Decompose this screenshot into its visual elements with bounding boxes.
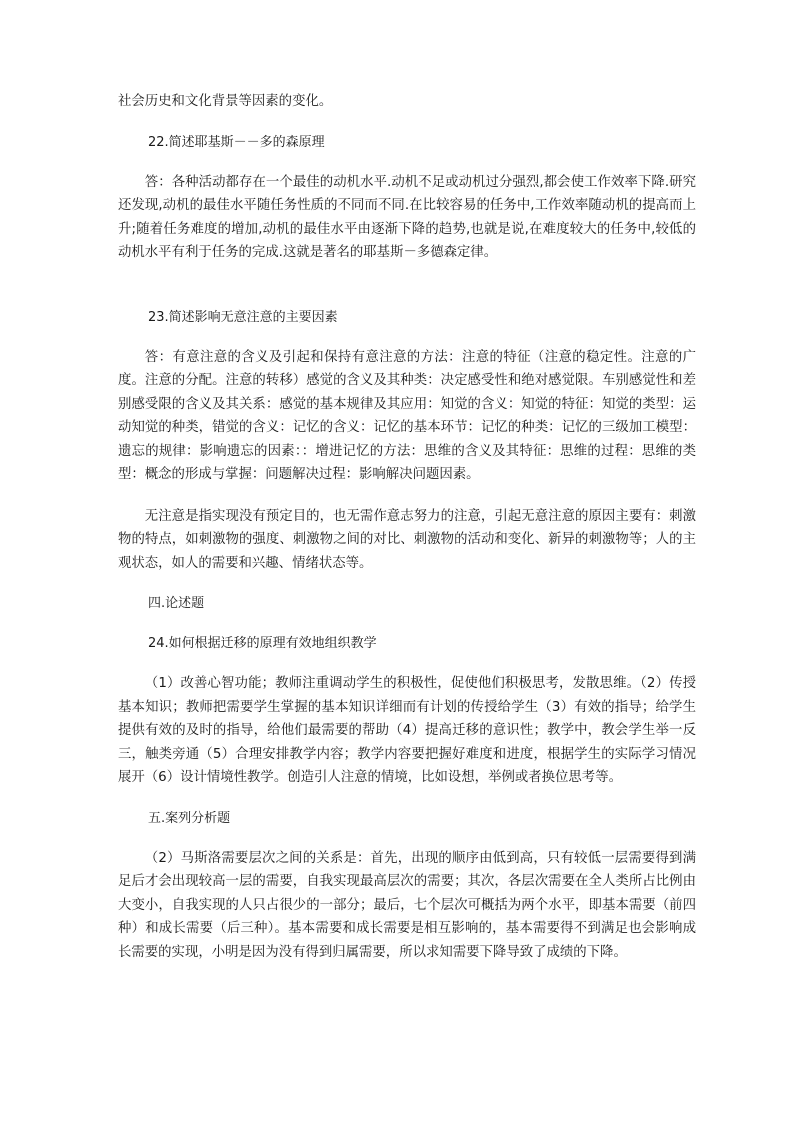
question-24-heading: 24.如何根据迁移的原理有效地组织教学 bbox=[148, 636, 377, 651]
question-23-heading: 23.简述影响无意注意的主要因素 bbox=[148, 309, 338, 325]
answer-25: （2）马斯洛需要层次之间的关系是：首先，出现的顺序由低到高，只有较低一层需要得到满足后才会出现较高一层的需要，自我实现最高层次的需要；其次，各层次需要在全人类所占比例由大变小，自我实现的人只占很少的一部分；最后，七个层次可概括为两个水平，即基本需要（前四种）和成长需要（后三种）。基本需要和成长需要是相互影响的，基本需要得不到满足也会影响成长需要的实现，小明是因为没有得到归属需要，所以求知需要下降导致了成绩的下降。 bbox=[118, 850, 696, 960]
section-4-heading: 四.论述题 bbox=[148, 596, 205, 611]
answer-22: 答：各种活动都存在一个最佳的动机水平.动机不足或动机过分强烈,都会使工作效率下降.研究还发现,动机的最佳水平随任务性质的不同而不同.在比较容易的任务中,工作效率随动机的提高而上升;随着任务难度的增加,动机的最佳水平由逐渐下降的趋势,也就是说,在难度较大的任务中,较低的动机水平有利于任务的完成.这就是著名的耶基斯－多德森定律。 bbox=[118, 174, 696, 260]
answer-23-part-2: 无注意是指实现没有预定目的，也无需作意志努力的注意，引起无意注意的原因主要有：刺激物的特点，如刺激物的强度、刺激物之间的对比、刺激物的活动和变化、新异的刺激物等；人的主观状态，如人的需要和兴趣、情绪状态等。 bbox=[118, 508, 696, 571]
answer-23-part-1: 答：有意注意的含义及引起和保持有意注意的方法：注意的特征（注意的稳定性。注意的广度。注意的分配。注意的转移）感觉的含义及其种类：决定感受性和绝对感觉限。车别感觉性和差别感受限的含义及其关系：感觉的基本规律及其应用：知觉的含义：知觉的特征：知觉的类型：运动知觉的种类，错觉的含义：记忆的含义：记忆的基本环节：记忆的种类：记忆的三级加工模型：遗忘的规律：影响遗忘的因素：：增进记忆的方法：思维的含义及其特征：思维的过程：思维的类型：概念的形成与掌握：问题解决过程：影响解决问题因素。 bbox=[118, 349, 696, 482]
question-22-heading: 22.简述耶基斯－－多的森原理 bbox=[148, 134, 325, 150]
answer-24: （1）改善心智功能；教师注重调动学生的积极性，促使他们积极思考，发散思维。（2）传授基本知识；教师把需要学生掌握的基本知识详细而有计划的传授给学生（3）有效的指导；给学生提供有效的及时的指导，给他们最需要的帮助（4）提高迁移的意识性；教学中，教会学生举一反三，触类旁通（5）合理安排教学内容；教学内容要把握好难度和进度，根据学生的实际学习情况展开（6）设计情境性教学。创造引人注意的情境，比如设想，举例或者换位思考等。 bbox=[118, 676, 696, 785]
section-5-heading: 五.案列分析题 bbox=[148, 810, 231, 826]
paragraph-continuation: 社会历史和文化背景等因素的变化。 bbox=[118, 94, 333, 109]
document-page bbox=[118, 90, 696, 964]
